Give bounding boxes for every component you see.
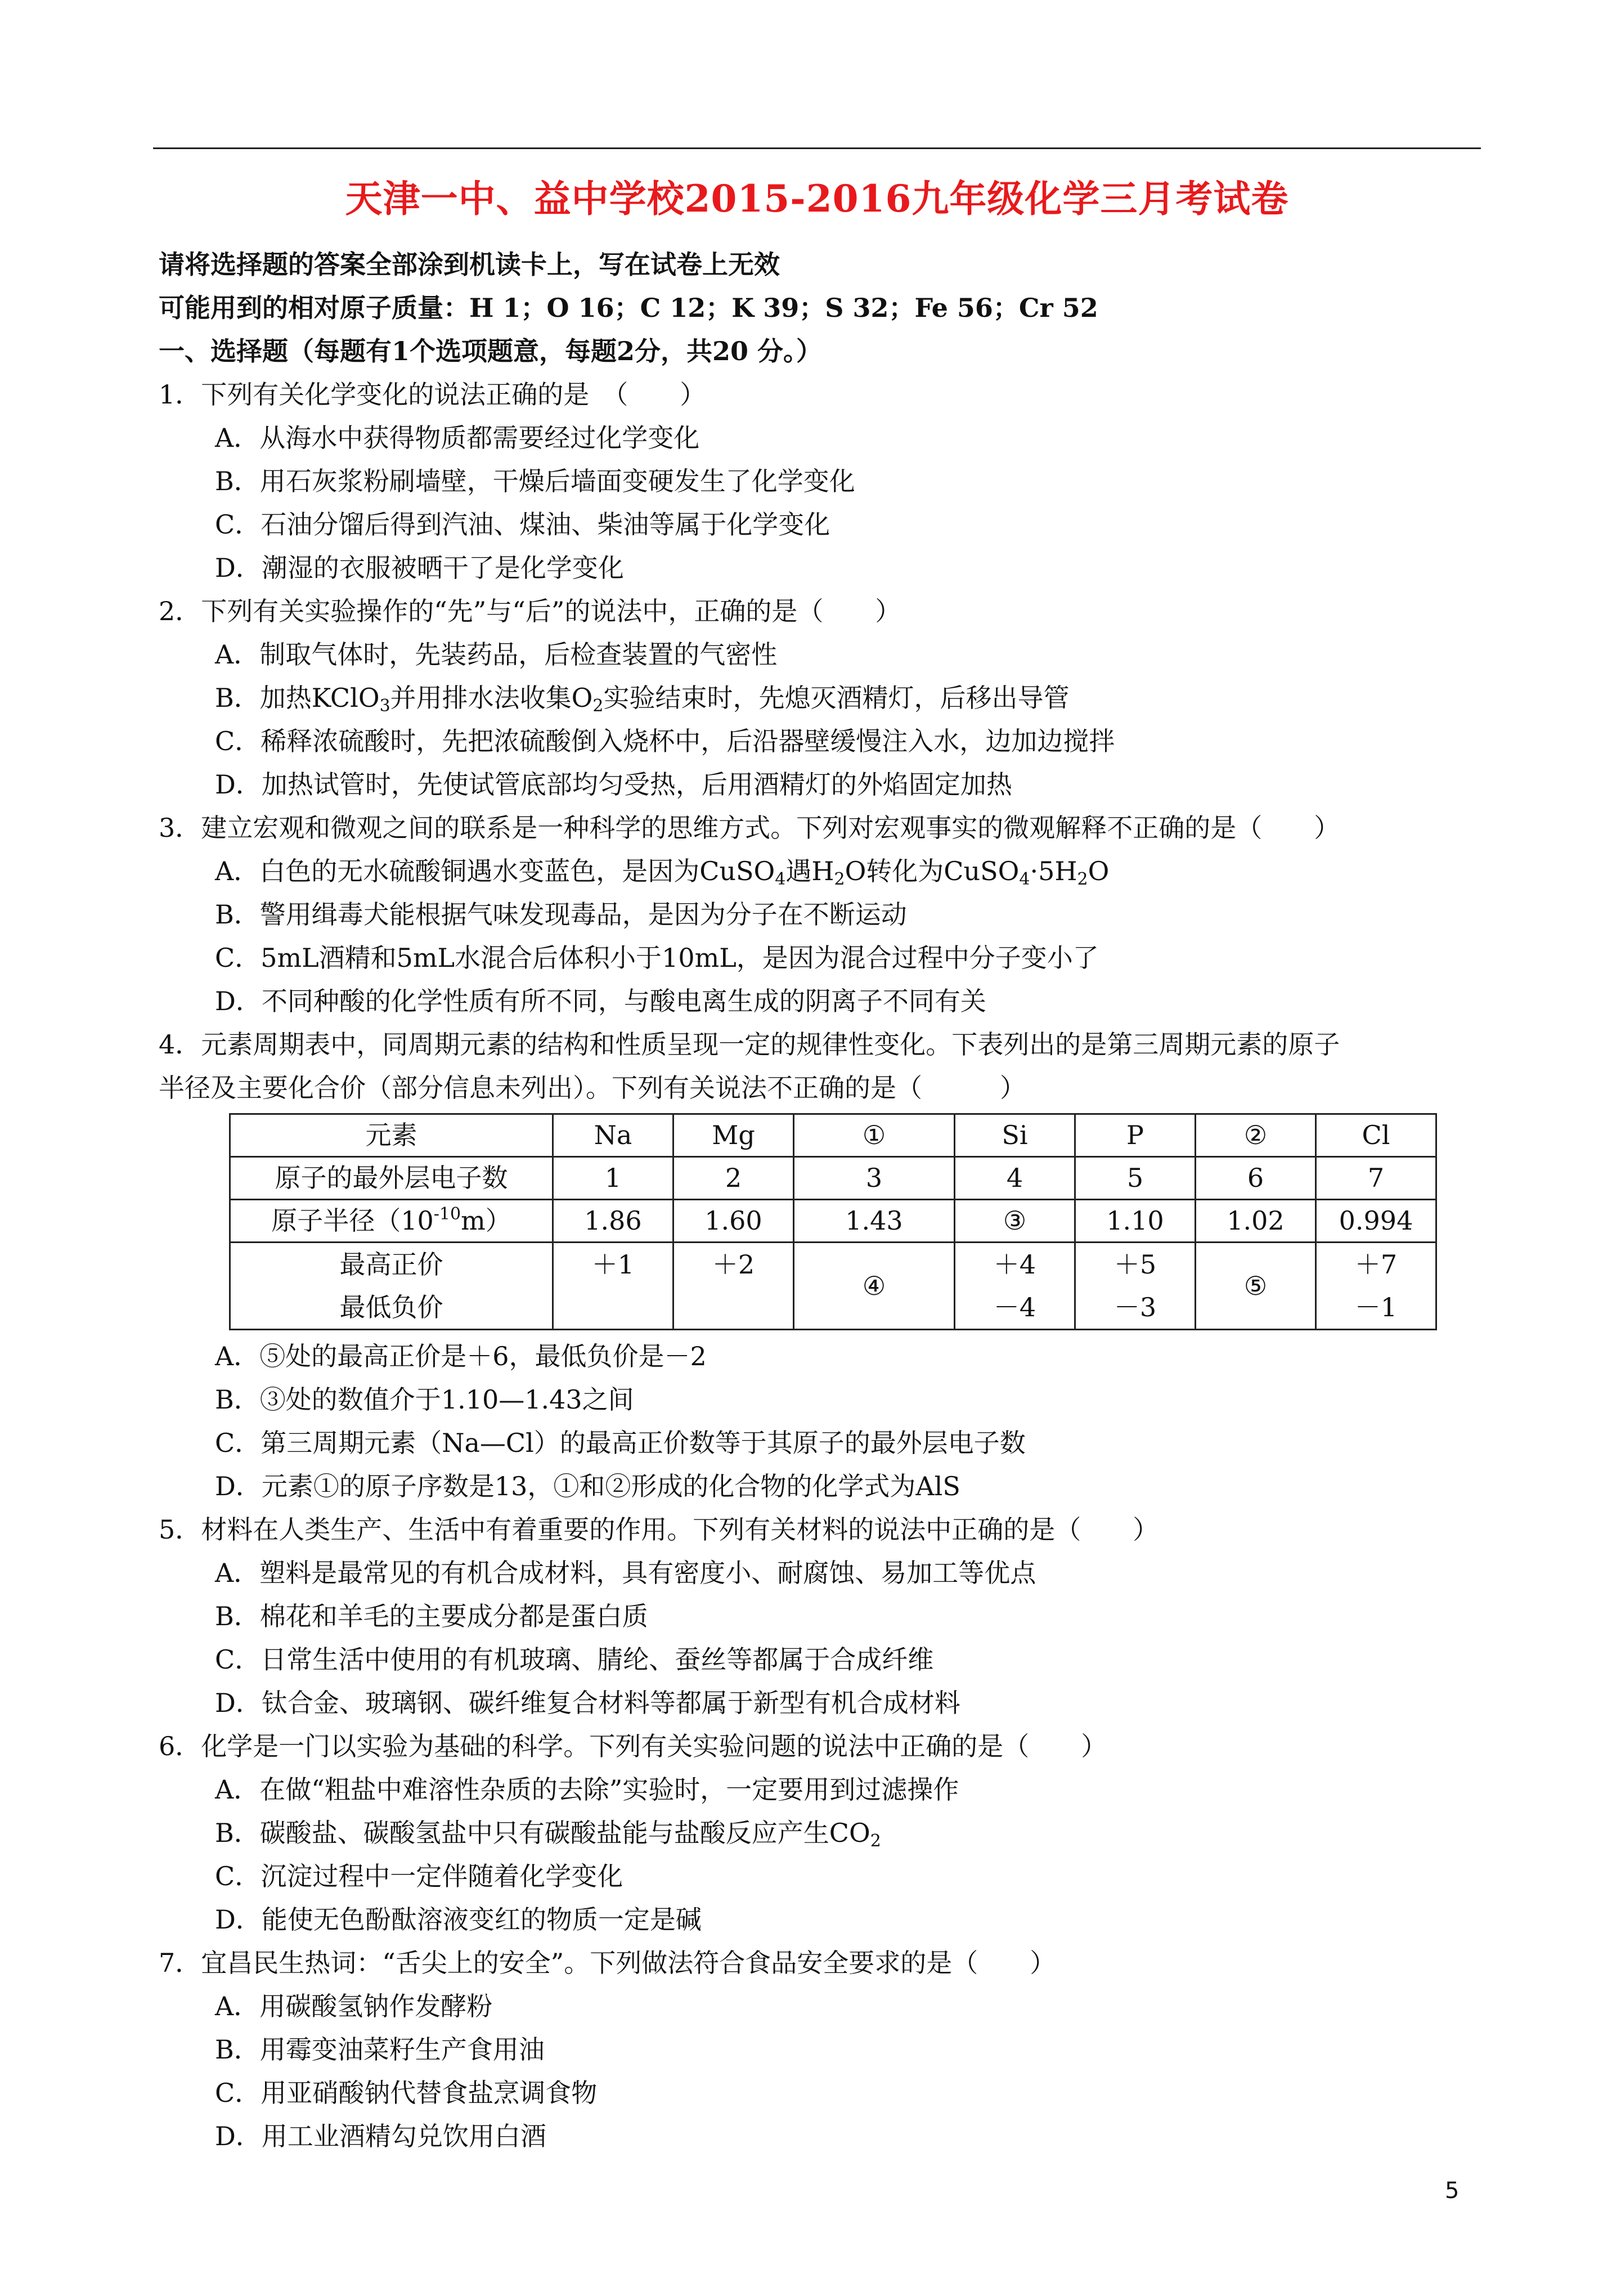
- cell-line: [557, 1286, 669, 1329]
- text-span: ·5H: [1030, 856, 1077, 886]
- page-title: 天津一中、益中学校2015-2016九年级化学三月考试卷: [345, 177, 1289, 221]
- table-cell: 1.86: [553, 1200, 673, 1243]
- q4-option-a: A．⑤处的最高正价是＋6，最低负价是－2: [215, 1341, 707, 1371]
- subscript: 4: [1019, 869, 1030, 889]
- table-row: [230, 1200, 1436, 1243]
- q1-option-c: C．石油分馏后得到汽油、煤油、柴油等属于化学变化: [215, 509, 830, 540]
- q2-option-b: [159, 676, 1487, 720]
- table-cell: [1316, 1243, 1436, 1330]
- table-cell: [230, 1243, 553, 1330]
- table-cell: 3: [794, 1157, 955, 1200]
- table-row: [230, 1157, 1436, 1200]
- q3-option-d: D．不同种酸的化学性质有所不同，与酸电离生成的阴离子不同有关: [215, 986, 986, 1016]
- cell-line: －4: [993, 1292, 1036, 1322]
- subscript: 3: [379, 696, 390, 716]
- text-span: O: [1088, 856, 1110, 886]
- q6-option-d: D．能使无色酚酞溶液变红的物质一定是碱: [215, 1904, 702, 1935]
- q3-option-c: C．5mL酒精和5mL水混合后体积小于10mL，是因为混合过程中分子变小了: [215, 943, 1099, 973]
- text-span: B．碳酸盐、碳酸氢盐中只有碳酸盐能与盐酸反应产生CO: [215, 1818, 870, 1848]
- table-cell: 1.60: [673, 1200, 794, 1243]
- q7-option-d: D．用工业酒精勾兑饮用白酒: [215, 2121, 546, 2151]
- header-rule: [153, 147, 1481, 149]
- cell-line: －1: [1354, 1292, 1398, 1322]
- q7-option-b: B．用霉变油菜籽生产食用油: [215, 2034, 545, 2065]
- text-span: A．白色的无水硫酸铜遇水变蓝色，是因为CuSO: [215, 856, 775, 886]
- table-cell: 4: [955, 1157, 1075, 1200]
- subscript: 2: [592, 696, 604, 716]
- q1-option-d: D．潮湿的衣服被晒干了是化学变化: [215, 553, 624, 583]
- table-cell: 1.43: [794, 1200, 955, 1243]
- q7-option-c: C．用亚硝酸钠代替食盐烹调食物: [215, 2078, 598, 2108]
- q5-option-b: B．棉花和羊毛的主要成分都是蛋白质: [215, 1601, 648, 1631]
- exam-body: [159, 243, 1487, 2158]
- table-cell: ②: [1196, 1114, 1316, 1157]
- question-3: 3．建立宏观和微观之间的联系是一种科学的思维方式。下列对宏观事实的微观解释不正确的是（ ）: [159, 813, 1340, 843]
- table-cell: Cl: [1316, 1114, 1436, 1157]
- atomic-masses: 可能用到的相对原子质量：H 1；O 16；C 12；K 39；S 32；Fe 56；Cr 52: [159, 293, 1098, 323]
- cell-line: 最高正价: [339, 1249, 443, 1280]
- table-cell: P: [1075, 1114, 1196, 1157]
- table-row: [230, 1114, 1436, 1157]
- section-heading: 一、选择题（每题有1个选项题意，每题2分，共20 分。）: [159, 336, 823, 366]
- cell-line: ＋2: [712, 1249, 755, 1280]
- table-cell: 1: [553, 1157, 673, 1200]
- notice: 请将选择题的答案全部涂到机读卡上，写在试卷上无效: [159, 249, 780, 280]
- q4-option-b: B．③处的数值介于1.10—1.43之间: [215, 1384, 634, 1415]
- table-cell: [955, 1243, 1075, 1330]
- table-cell: [1075, 1243, 1196, 1330]
- subscript: 2: [870, 1831, 881, 1851]
- table-cell: [673, 1243, 794, 1330]
- table-cell: 元素: [230, 1114, 553, 1157]
- table-cell: Na: [553, 1114, 673, 1157]
- q3-option-b: B．警用缉毒犬能根据气味发现毒品，是因为分子在不断运动: [215, 899, 907, 930]
- table-cell: [230, 1200, 553, 1243]
- q3-option-a: [159, 850, 1487, 893]
- q6-option-a: A．在做“粗盐中难溶性杂质的去除”实验时，一定要用到过滤操作: [215, 1774, 959, 1805]
- table-cell: 1.02: [1196, 1200, 1316, 1243]
- table-cell: ④: [794, 1243, 955, 1330]
- table-cell: 原子的最外层电子数: [230, 1157, 553, 1200]
- question-1: 1．下列有关化学变化的说法正确的是 （ ）: [159, 379, 706, 410]
- table-cell: ③: [955, 1200, 1075, 1243]
- q6-option-b: [159, 1811, 1487, 1855]
- cell-line: ＋1: [591, 1249, 635, 1280]
- table-cell: 7: [1316, 1157, 1436, 1200]
- q7-option-a: A．用碳酸氢钠作发酵粉: [215, 1991, 493, 2021]
- table-cell: 2: [673, 1157, 794, 1200]
- q6-option-c: C．沉淀过程中一定伴随着化学变化: [215, 1861, 623, 1891]
- cell-line: ＋7: [1354, 1249, 1398, 1280]
- page-number: 5: [1445, 2178, 1460, 2204]
- text-span: B．加热KClO: [215, 683, 380, 713]
- q4-option-d: D．元素①的原子序数是13，①和②形成的化合物的化学式为AlS: [215, 1471, 960, 1501]
- q4-option-c: C．第三周期元素（Na—Cl）的最高正价数等于其原子的最外层电子数: [215, 1428, 1026, 1458]
- q1-option-a: A．从海水中获得物质都需要经过化学变化: [215, 423, 700, 453]
- q1-option-b: B．用石灰浆粉刷墙壁，干燥后墙面变硬发生了化学变化: [215, 466, 855, 496]
- question-4-line-2: 半径及主要化合价（部分信息未列出）。下列有关说法不正确的是（ ）: [159, 1073, 1026, 1103]
- q5-option-c: C．日常生活中使用的有机玻璃、腈纶、蚕丝等都属于合成纤维: [215, 1644, 934, 1675]
- text-span: O转化为CuSO: [845, 856, 1020, 886]
- q5-option-a: A．塑料是最常见的有机合成材料，具有密度小、耐腐蚀、易加工等优点: [215, 1558, 1036, 1588]
- cell-line: ＋4: [993, 1249, 1036, 1280]
- table-cell: 1.10: [1075, 1200, 1196, 1243]
- table-cell: 0.994: [1316, 1200, 1436, 1243]
- text-span: 实验结束时，先熄灭酒精灯，后移出导管: [603, 683, 1070, 713]
- table-cell: Si: [955, 1114, 1075, 1157]
- q5-option-d: D．钛合金、玻璃钢、碳纤维复合材料等都属于新型有机合成材料: [215, 1688, 960, 1718]
- table-row: [230, 1243, 1436, 1330]
- question-6: 6．化学是一门以实验为基础的科学。下列有关实验问题的说法中正确的是（ ）: [159, 1731, 1107, 1761]
- subscript: 2: [1077, 869, 1088, 889]
- question-5: 5．材料在人类生产、生活中有着重要的作用。下列有关材料的说法中正确的是（ ）: [159, 1514, 1159, 1545]
- table-cell: 5: [1075, 1157, 1196, 1200]
- subscript: 4: [775, 869, 786, 889]
- superscript: -10: [433, 1204, 461, 1224]
- q2-option-a: A．制取气体时，先装药品，后检查装置的气密性: [215, 639, 778, 670]
- table-cell: [553, 1243, 673, 1330]
- q2-option-c: C．稀释浓硫酸时，先把浓硫酸倒入烧杯中，后沿器壁缓慢注入水，边加边搅拌: [215, 726, 1115, 756]
- cell-line: ＋5: [1113, 1249, 1157, 1280]
- cell-line: －3: [1113, 1292, 1157, 1322]
- table-cell: Mg: [673, 1114, 794, 1157]
- text-span: 遇H: [785, 856, 834, 886]
- cell-line: [677, 1286, 789, 1329]
- question-4-line-1: 4．元素周期表中，同周期元素的结构和性质呈现一定的规律性变化。下表列出的是第三周期元素的原子: [159, 1029, 1340, 1060]
- text-span: 并用排水法收集O: [390, 683, 593, 713]
- text-span: m）: [461, 1205, 511, 1236]
- table-cell: ⑤: [1196, 1243, 1316, 1330]
- cell-line: 最低负价: [339, 1292, 443, 1322]
- element-table: [229, 1113, 1437, 1330]
- question-7: 7．宜昌民生热词：“舌尖上的安全”。下列做法符合食品安全要求的是（ ）: [159, 1948, 1056, 1978]
- subscript: 2: [834, 869, 845, 889]
- question-2: 2．下列有关实验操作的“先”与“后”的说法中，正确的是（ ）: [159, 596, 901, 626]
- table-cell: 6: [1196, 1157, 1316, 1200]
- q2-option-d: D．加热试管时，先使试管底部均匀受热，后用酒精灯的外焰固定加热: [215, 769, 1012, 800]
- table-cell: ①: [794, 1114, 955, 1157]
- text-span: 原子半径（10: [271, 1205, 434, 1236]
